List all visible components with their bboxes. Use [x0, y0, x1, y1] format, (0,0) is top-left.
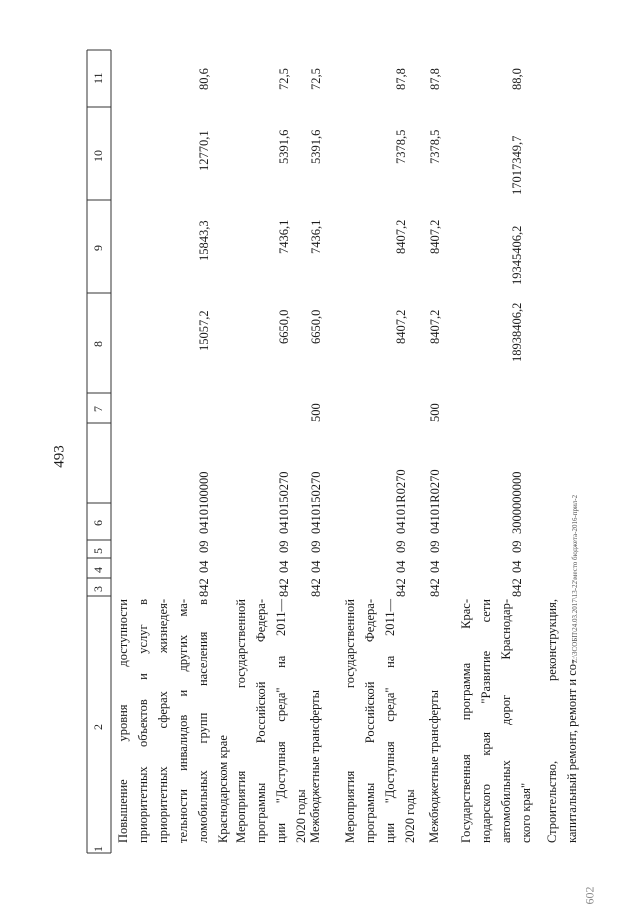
- row-3-col-4: 04: [309, 560, 323, 573]
- row-3-col-7: 500: [309, 403, 323, 422]
- header-col-9: 9: [91, 245, 105, 251]
- row-4-col-8: 8407,2: [394, 309, 408, 344]
- header-col-11: 11: [91, 72, 105, 84]
- row-3-col-3: 842: [309, 578, 323, 597]
- table-row-1-name: Повышение уровня доступности приоритетных объектов и услуг в приоритетных сферах жизнедея- тельности инвалидов и других ма- ломобильных групп населения в Краснодарском крае: [116, 599, 230, 843]
- row-3-col-9: 7436,1: [309, 219, 323, 254]
- row-2-col-10: 5391,6: [277, 129, 291, 164]
- row-2-col-11: 72,5: [277, 68, 291, 90]
- row-6-col-6: 3000000000: [510, 471, 524, 534]
- row-3-col-5: 09: [309, 540, 323, 553]
- row-1-col-10: 12770,1: [197, 130, 211, 171]
- row-4-col-5: 09: [394, 540, 408, 553]
- row-5-col-10: 7378,5: [428, 129, 442, 164]
- table-row-7-name: Строительство, реконструкция, капитальный ремонт, ремонт и со-: [545, 599, 579, 843]
- row-5-col-3: 842: [428, 578, 442, 597]
- row-1-col-9: 15843,3: [197, 220, 211, 261]
- row-4-col-10: 7378,5: [394, 129, 408, 164]
- row-6-col-5: 09: [510, 540, 524, 553]
- row-5-col-4: 04: [428, 560, 442, 573]
- header-col-3: 3: [91, 586, 105, 592]
- row-4-col-3: 842: [394, 578, 408, 597]
- row-2-col-5: 09: [277, 540, 291, 553]
- row-6-col-11: 88,0: [510, 68, 524, 90]
- row-1-col-5: 09: [197, 540, 211, 553]
- row-6-col-3: 842: [510, 578, 524, 597]
- header-col-6: 6: [91, 520, 105, 526]
- row-5-col-6: 04101R0270: [428, 469, 442, 534]
- header-col-5: 5: [91, 548, 105, 554]
- row-6-col-10: 17017349,7: [510, 135, 524, 195]
- row-4-col-6: 04101R0270: [394, 469, 408, 534]
- row-4-col-11: 87,8: [394, 68, 408, 90]
- table-row-3-name: Межбюджетные трансферты: [308, 689, 322, 843]
- header-col-1: 1: [91, 846, 105, 852]
- row-6-col-4: 04: [510, 560, 524, 573]
- header-col-10: 10: [91, 150, 105, 162]
- row-3-col-8: 6650,0: [309, 309, 323, 344]
- table-row-2-name: Мероприятия государственной программы Российской Федера- ции "Доступная среда" на 2011— 2020 годы: [234, 599, 308, 843]
- row-1-col-11: 80,6: [197, 68, 211, 90]
- row-2-col-8: 6650,0: [277, 309, 291, 344]
- page-number: 493: [51, 445, 68, 468]
- row-6-col-9: 19345406,2: [510, 225, 524, 285]
- table-row-5-name: Межбюджетные трансферты: [427, 689, 441, 843]
- row-3-col-11: 72,5: [309, 68, 323, 90]
- table-row-6-name: Государственная программа Крас- нодарского края "Развитие сети автомобильных дорог Краснодар- ского края": [459, 599, 533, 843]
- header-col-2: 2: [91, 724, 105, 730]
- row-2-col-9: 7436,1: [277, 219, 291, 254]
- table-row-4-name: Мероприятия государственной программы Российской Федера- ции "Доступная среда" на 2011— 2020 годы: [343, 599, 417, 843]
- header-col-8: 8: [91, 341, 105, 347]
- corner-mark: 602: [582, 886, 597, 905]
- row-2-col-6: 0410150270: [277, 471, 291, 534]
- row-3-col-10: 5391,6: [309, 129, 323, 164]
- row-5-col-8: 8407,2: [428, 309, 442, 344]
- row-1-col-4: 04: [197, 560, 211, 573]
- row-1-col-6: 0410100000: [197, 471, 211, 534]
- row-5-col-7: 500: [428, 403, 442, 422]
- row-1-col-3: 842: [197, 578, 211, 597]
- header-col-4: 4: [91, 567, 105, 573]
- header-col-7: 7: [91, 406, 105, 412]
- row-1-col-8: 15057,2: [197, 310, 211, 351]
- row-6-col-8: 18938406,2: [510, 302, 524, 362]
- row-4-col-9: 8407,2: [394, 219, 408, 254]
- row-3-col-6: 0410150270: [309, 471, 323, 534]
- row-5-col-9: 8407,2: [428, 219, 442, 254]
- row-5-col-5: 09: [428, 540, 442, 553]
- row-4-col-4: 04: [394, 560, 408, 573]
- file-path-footer: Z:\ЗСОБП\24.03.2017\13-22\место бюджета-2016-прил-2: [571, 494, 579, 664]
- row-2-col-3: 842: [277, 578, 291, 597]
- row-5-col-11: 87,8: [428, 68, 442, 90]
- row-2-col-4: 04: [277, 560, 291, 573]
